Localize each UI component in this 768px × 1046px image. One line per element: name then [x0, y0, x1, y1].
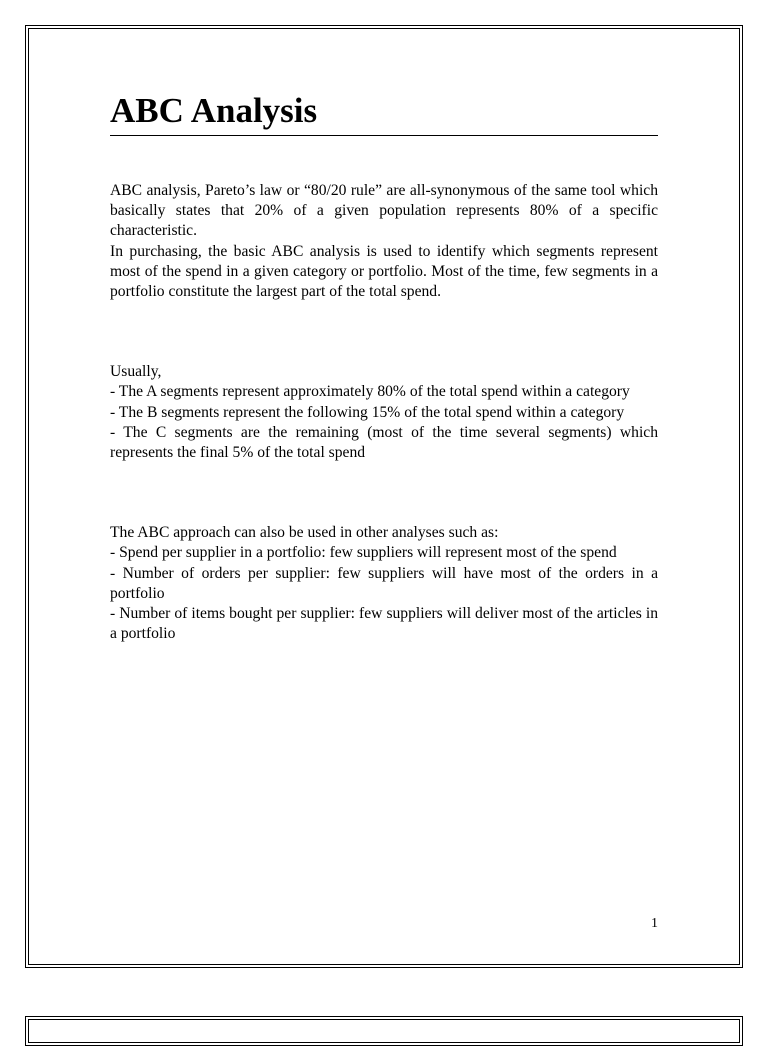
other-use-items: - Number of items bought per supplier: few suppliers will deliver most of the articles in a portfolio: [110, 605, 658, 643]
other-use-spend: - Spend per supplier in a portfolio: few suppliers will represent most of the spend: [110, 544, 617, 562]
page-content: [110, 88, 658, 644]
other-uses-section: [110, 523, 658, 644]
other-use-orders: - Number of orders per supplier: few suppliers will have most of the orders in a portfolio: [110, 564, 658, 602]
intro-paragraph-2: In purchasing, the basic ABC analysis is used to identify which segments represent most of the spend in a given category or portfolio. Most of the time, few segments in a portfolio constitute the largest part of the total spend.: [110, 242, 658, 301]
other-uses-heading: The ABC approach can also be used in other analyses such as:: [110, 524, 499, 542]
intro-paragraph-1: ABC analysis, Pareto’s law or “80/20 rule” are all-synonymous of the same tool which basically states that 20% of a given population represents 80% of a specific characteristic.: [110, 182, 658, 240]
next-page-border-inner: [28, 1019, 740, 1043]
next-page-border: [25, 1016, 743, 1046]
segment-item-c: - The C segments are the remaining (most of the time several segments) which represents the final 5% of the total spend: [110, 423, 658, 462]
segments-section: [110, 362, 658, 463]
usually-heading: Usually,: [110, 363, 162, 381]
page-number: 1: [651, 916, 658, 931]
intro-section: [110, 181, 658, 302]
document-title: ABC Analysis: [110, 88, 658, 136]
segment-item-b: - The B segments represent the following 15% of the total spend within a category: [110, 403, 625, 421]
segment-item-a: - The A segments represent approximately 80% of the total spend within a category: [110, 383, 630, 401]
